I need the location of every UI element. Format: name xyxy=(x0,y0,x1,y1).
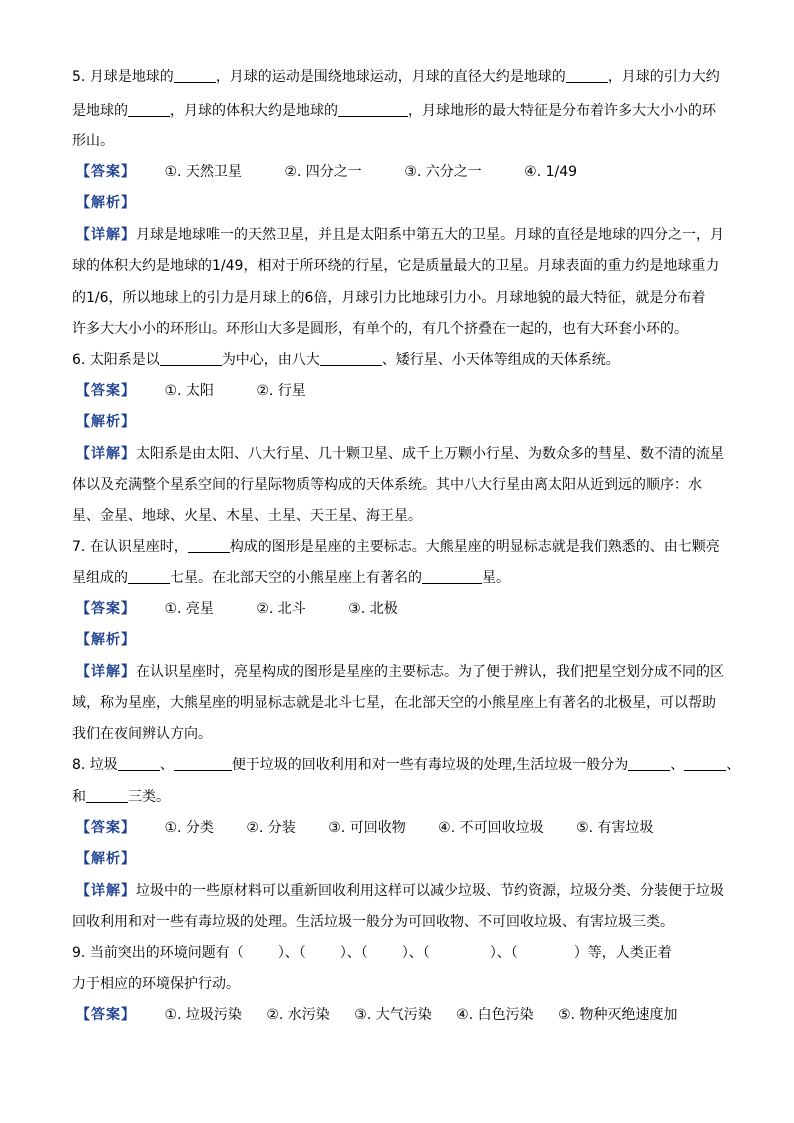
q7-detail-3 xyxy=(72,723,212,743)
q6-answer-1: ①. 太阳 xyxy=(164,383,214,399)
q7-blank-3[interactable] xyxy=(422,568,482,584)
q9-text: 力于相应的环境保护行动。 xyxy=(72,976,240,992)
q8-text: 便于垃圾的回收利用和对一些有毒垃圾的处理,生活垃圾一般分为 xyxy=(231,757,629,773)
q6-detail-2 xyxy=(72,474,702,494)
q8-detail-text: 垃圾中的一些原材料可以重新回收利用这样可以减少垃圾、节约资源，垃圾分类、分装便于垃圾 xyxy=(136,883,724,899)
q5-detail-4 xyxy=(72,318,688,338)
detail-label: 【详解】 xyxy=(76,883,136,899)
q7-line-1 xyxy=(72,536,720,556)
q5-text: 月球是地球的 xyxy=(89,69,174,85)
detail-label: 【详解】 xyxy=(76,664,136,680)
q6-text: 为中心，由八大 xyxy=(221,352,320,368)
q8-number: 8. xyxy=(72,757,86,773)
q7-number: 7. xyxy=(72,539,86,555)
q6-answer-row xyxy=(76,380,306,400)
q8-answer-3: ③. 可回收物 xyxy=(328,820,406,836)
q9-line-2 xyxy=(72,973,240,993)
q8-text: 垃圾 xyxy=(89,757,118,773)
q5-detail-1 xyxy=(76,224,724,244)
q7-detail-text: 域，称为星座，大熊星座的明显标志就是北斗七星，在北部天空的小熊星座上有著名的北极星，可以帮助 xyxy=(72,695,716,711)
q8-text: 、 xyxy=(159,757,174,773)
q8-text: 、 xyxy=(726,757,741,773)
q5-detail-text: 许多大大小小的环形山。环形山大多是圆形，有单个的，有几个挤叠在一起的，也有大环套小环的。 xyxy=(72,321,688,337)
q5-line-1 xyxy=(72,66,720,86)
q8-detail-1 xyxy=(76,880,724,900)
analysis-label: 【解析】 xyxy=(76,414,136,430)
q6-number: 6. xyxy=(72,352,86,368)
q9-answer-2: ②. 水污染 xyxy=(266,1007,330,1023)
q9-answer-5: ⑤. 物种灭绝速度加 xyxy=(558,1007,678,1023)
answer-label: 【答案】 xyxy=(76,1007,136,1023)
answer-label: 【答案】 xyxy=(76,820,136,836)
q7-text: 星组成的 xyxy=(72,570,128,586)
q5-answer-4: ④. 1/49 xyxy=(524,164,578,180)
q8-answer-2: ②. 分装 xyxy=(246,820,296,836)
q5-blank-4[interactable] xyxy=(338,101,408,117)
q5-answer-3: ③. 六分之一 xyxy=(404,164,482,180)
q5-answer-row xyxy=(76,161,577,181)
q6-detail-text: 星、金星、地球、火星、木星、土星、天王星、海王星。 xyxy=(72,508,422,524)
q7-blank-1[interactable] xyxy=(188,537,230,553)
q5-detail-3 xyxy=(72,287,705,307)
q7-analysis-row xyxy=(76,629,136,649)
q5-answer-2: ②. 四分之一 xyxy=(284,164,362,180)
analysis-label: 【解析】 xyxy=(76,851,136,867)
q7-answer-3: ③. 北极 xyxy=(348,601,398,617)
answer-label: 【答案】 xyxy=(76,601,136,617)
answer-label: 【答案】 xyxy=(76,383,136,399)
q7-text: 星。 xyxy=(482,570,510,586)
q7-text: 七星。在北部天空的小熊星座上有著名的 xyxy=(170,570,422,586)
q5-blank-3[interactable] xyxy=(128,101,170,117)
q9-text: ）等，人类正着 xyxy=(573,945,672,961)
q9-answer-1: ①. 垃圾污染 xyxy=(164,1007,242,1023)
q8-blank-4[interactable] xyxy=(684,755,726,771)
q9-number: 9. xyxy=(72,945,86,961)
q8-text: 和 xyxy=(72,789,86,805)
q7-detail-1 xyxy=(76,661,724,681)
q8-line-1 xyxy=(72,754,740,774)
q8-text: 、 xyxy=(670,757,685,773)
q5-text: ，月球地形的最大特征是分布着许多大大小小的环 xyxy=(408,103,716,119)
analysis-label: 【解析】 xyxy=(76,195,136,211)
q7-answer-1: ①. 亮星 xyxy=(164,601,214,617)
q5-line-3 xyxy=(72,130,114,150)
q6-blank-2[interactable] xyxy=(320,350,382,366)
q5-line-2 xyxy=(72,100,716,120)
q8-answer-1: ①. 分类 xyxy=(164,820,214,836)
q7-answer-2: ②. 北斗 xyxy=(256,601,306,617)
analysis-label: 【解析】 xyxy=(76,632,136,648)
q5-text: 形山。 xyxy=(72,133,114,149)
q6-text: 太阳系是以 xyxy=(89,352,160,368)
q6-text: 、矮行星、小天体等组成的天体系统。 xyxy=(381,352,620,368)
q5-detail-2 xyxy=(72,255,719,275)
q5-text: ，月球的体积大约是地球的 xyxy=(170,103,338,119)
q6-line-1 xyxy=(72,349,620,369)
q5-text: ，月球的运动是围绕地球运动，月球的直径大约是地球的 xyxy=(215,69,566,85)
q8-detail-text: 回收利用和对一些有毒垃圾的处理。生活垃圾一般分为可回收物、不可回收垃圾、有害垃圾三类。 xyxy=(72,914,674,930)
q8-analysis-row xyxy=(76,848,136,868)
q9-answer-row xyxy=(76,1004,678,1024)
q7-line-2 xyxy=(72,567,510,587)
q7-text: 构成的图形是星座的主要标志。大熊星座的明显标志就是我们熟悉的、由七颗亮 xyxy=(229,539,720,555)
q6-blank-1[interactable] xyxy=(160,350,222,366)
q5-answer-1: ①. 天然卫星 xyxy=(164,164,242,180)
q6-detail-text: 体以及充满整个星系空间的行星际物质等构成的天体系统。其中八大行星由离太阳从近到远的顺序：水 xyxy=(72,477,702,493)
q9-text: ）、（ xyxy=(489,945,518,961)
q9-text: ）、（ xyxy=(401,945,430,961)
q5-analysis-row xyxy=(76,192,136,212)
q8-detail-2 xyxy=(72,911,674,931)
q6-answer-2: ②. 行星 xyxy=(256,383,306,399)
q9-answer-3: ③. 大气污染 xyxy=(354,1007,432,1023)
detail-label: 【详解】 xyxy=(76,227,136,243)
q7-blank-2[interactable] xyxy=(128,568,170,584)
q8-blank-2[interactable] xyxy=(174,755,232,771)
q7-detail-text: 我们在夜间辨认方向。 xyxy=(72,726,212,742)
q9-line-1 xyxy=(72,942,672,962)
q5-detail-text: 月球是地球唯一的天然卫星，并且是太阳系中第五大的卫星。月球的直径是地球的四分之一，月 xyxy=(136,227,724,243)
answer-label: 【答案】 xyxy=(76,164,136,180)
q5-number: 5. xyxy=(72,69,86,85)
q8-line-2 xyxy=(72,786,170,806)
q8-blank-3[interactable] xyxy=(628,755,670,771)
q9-answer-4: ④. 白色污染 xyxy=(456,1007,534,1023)
q9-text: 当前突出的环境问题有（ xyxy=(89,945,244,961)
q5-blank-2[interactable] xyxy=(566,67,608,83)
q8-blank-1[interactable] xyxy=(118,755,160,771)
q8-answer-4: ④. 不可回收垃圾 xyxy=(438,820,544,836)
q9-text: ）、（ xyxy=(339,945,368,961)
q8-blank-5[interactable] xyxy=(86,787,128,803)
q5-text: ，月球的引力大约 xyxy=(607,69,720,85)
q5-blank-1[interactable] xyxy=(174,67,216,83)
q7-text: 在认识星座时， xyxy=(89,539,188,555)
q6-detail-3 xyxy=(72,505,422,525)
q5-detail-text: 的1/6，所以地球上的引力是月球上的6倍，月球引力比地球引力小。月球地貌的最大特征，就是分布着 xyxy=(72,290,706,306)
q7-answer-row xyxy=(76,598,398,618)
q6-detail-text: 太阳系是由太阳、八大行星、几十颗卫星、成千上万颗小行星、为数众多的彗星、数不清的流星 xyxy=(136,446,724,462)
q5-detail-text: 球的体积大约是地球的1/49，相对于所环绕的行星，它是质量最大的卫星。月球表面的重力约是地球重力 xyxy=(72,258,720,274)
q8-text: 三类。 xyxy=(128,789,170,805)
q6-detail-1 xyxy=(76,443,724,463)
q5-text: 是地球的 xyxy=(72,103,128,119)
q8-answer-5: ⑤. 有害垃圾 xyxy=(576,820,654,836)
q9-text: ）、（ xyxy=(277,945,306,961)
q7-detail-text: 在认识星座时，亮星构成的图形是星座的主要标志。为了便于辨认，我们把星空划分成不同的区 xyxy=(136,664,724,680)
q8-answer-row xyxy=(76,817,654,837)
q6-analysis-row xyxy=(76,411,136,431)
q7-detail-2 xyxy=(72,692,716,712)
detail-label: 【详解】 xyxy=(76,446,136,462)
